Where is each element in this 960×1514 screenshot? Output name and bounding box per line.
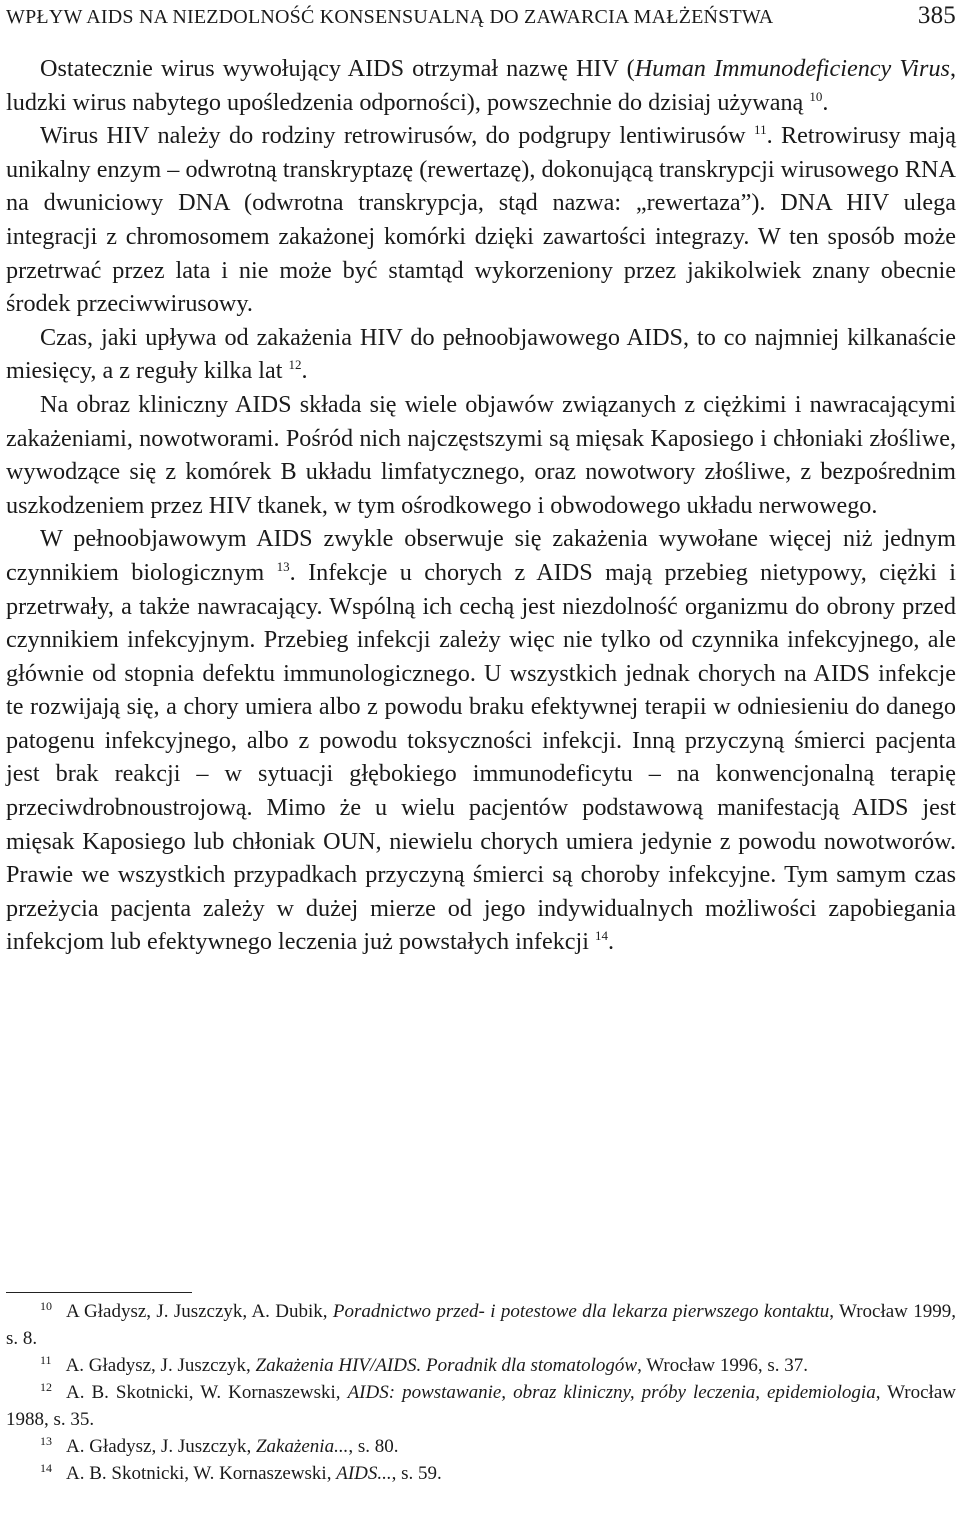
footnote-ref-10[interactable]: 10 — [809, 88, 823, 104]
footnote-title: AIDS... — [336, 1463, 392, 1484]
italic-term: Human Immunodeficiency Virus — [634, 55, 950, 82]
paragraph-1 — [6, 52, 956, 119]
text-run: . Infekcje u chorych z AIDS mają przebieg nietypowy, ciężki i przetrwały, a także nawracający. Wspólną ich cechą jest niezdolność organizmu do obrony przed czynnikiem infekcyjnym. Przebieg infekcji zależy więc nie tylko od czynnika infekcyjnego, ale głównie od stopnia defektu immunologicznego. U wszystkich jednak chorych na AIDS infekcje te rozwijają się, a chory umiera albo z powodu braku efektywnej terapii w odniesieniu do danego patogenu infekcyjnego, albo z powodu toksyczności infekcji. Inną przyczyną śmierci pacjenta jest brak reakcji – w sytuacji głębokiego immunodeficytu – na konwencjonalną terapię przeciwdrobnoustrojową. Mimo że u wielu pacjentów podstawową manifestacją AIDS jest mięsak Kaposiego lub chłoniak OUN, niewielu chorych umiera jedynie z powodu nowotworów. Prawie we wszystkich przypadkach przyczyną śmierci są choroby infekcyjne. Tym samym czas przeżycia pacjenta zależy w dużej mierze od jego indywidualnych możliwości zapobiegania infekcjom lub efektywnego leczenia już powstałych infekcji — [6, 558, 957, 956]
footnote-12 — [6, 1379, 956, 1433]
text-run: Na obraz kliniczny AIDS składa się wiele objawów związanych z ciężkimi i nawracającymi zakażeniami, nowotworami. Pośród nich najczęstszymi są mięsak Kaposiego i chłoniaki złośliwe, wywodzące się z komórek B układu limfatycznego, oraz nowotwory złośliwe, z bezpośrednim uszkodzeniem przez HIV tkanek, w tym ośrodkowego i obwodowego układu nerwowego. — [6, 390, 956, 519]
footnote-11 — [6, 1352, 956, 1379]
footnote-title: AIDS: powstawanie, obraz kliniczny, próby leczenia, epidemiologia — [347, 1382, 876, 1403]
footnote-rest: , s. 80. — [348, 1436, 399, 1457]
footnote-number: 12 — [40, 1380, 52, 1394]
footnote-ref-12[interactable]: 12 — [288, 357, 302, 373]
footnote-authors: A. B. Skotnicki, W. Kornaszewski, — [66, 1382, 348, 1403]
text-run: . — [301, 357, 308, 385]
footnote-number: 10 — [40, 1299, 52, 1313]
paragraph-2 — [6, 119, 956, 321]
footnote-number: 13 — [40, 1434, 52, 1448]
footnotes — [6, 1298, 956, 1487]
footnote-title: Poradnictwo przed- i potestowe dla lekarza pierwszego kontaktu — [332, 1301, 830, 1322]
footnote-10 — [6, 1298, 956, 1352]
text-run: Wirus HIV należy do rodziny retrowirusów, do podgrupy lentiwirusów — [40, 122, 746, 150]
footnote-14 — [6, 1460, 956, 1487]
footnote-rest: , Wrocław 1999, s. 8. — [6, 1301, 956, 1349]
body-text — [6, 52, 956, 959]
running-header — [6, 2, 956, 32]
footnote-authors: A. B. Skotnicki, W. Kornaszewski, — [66, 1463, 337, 1484]
text-run: Czas, jaki upływa od zakażenia HIV do pełnoobjawowego AIDS, to co najmniej kilkanaście miesięcy, a z reguły kilka lat — [6, 323, 956, 385]
footnote-rest: , Wrocław 1988, s. 35. — [6, 1382, 956, 1430]
text-run: , ludzki wirus nabytego upośledzenia odporności), powszechnie do dzisiaj używaną — [6, 55, 956, 116]
footnote-authors: A Gładysz, J. Juszczyk, A. Dubik, — [66, 1301, 333, 1322]
footnote-ref-11[interactable]: 11 — [754, 122, 767, 138]
footnote-title: Zakażenia HIV/AIDS. Poradnik dla stomatologów — [255, 1355, 638, 1376]
footnote-13 — [6, 1433, 956, 1460]
text-run: . — [608, 928, 615, 956]
text-run: W pełnoobjawowym AIDS zwykle obserwuje się zakażenia wywołane więcej niż jednym czynnikiem biologicznym — [6, 525, 956, 586]
footnote-number: 14 — [40, 1461, 52, 1475]
paragraph-5 — [6, 522, 956, 959]
running-title: WPŁYW AIDS NA NIEZDOLNOŚĆ KONSENSUALNĄ DO ZAWARCIA MAŁŻEŃSTWA — [6, 6, 774, 28]
page-number: 385 — [917, 2, 956, 29]
text-run: Ostatecznie wirus wywołujący AIDS otrzymał nazwę HIV ( — [40, 55, 635, 82]
footnote-separator — [6, 1292, 192, 1293]
text-run: . Retrowirusy mają unikalny enzym – odwrotną transkryptazę (rewertazę), dokonującą transkrypcji wirusowego RNA na dwuniciowy DNA (odwrotna transkrypcja, stąd nazwa: „rewertaza”). DNA HIV ulega integracji z chromosomem zakażonej komórki dzięki zawartości integrazy. W ten sposób może przetrwać przez lata i nie może być stamtąd wykorzeniony przez jakikolwiek znany obecnie środek przeciwwirusowy. — [6, 122, 956, 318]
footnote-number: 11 — [40, 1353, 52, 1367]
footnote-authors: A. Gładysz, J. Juszczyk, — [65, 1355, 256, 1376]
footnote-rest: , s. 59. — [391, 1463, 442, 1484]
footnote-ref-13[interactable]: 13 — [276, 558, 290, 574]
footnote-ref-14[interactable]: 14 — [595, 928, 609, 944]
footnote-title: Zakażenia... — [255, 1436, 349, 1457]
paragraph-4 — [6, 388, 956, 522]
footnote-authors: A. Gładysz, J. Juszczyk, — [66, 1436, 256, 1457]
text-run: . — [822, 88, 829, 116]
paragraph-3 — [6, 321, 956, 388]
footnote-rest: , Wrocław 1996, s. 37. — [637, 1355, 809, 1376]
